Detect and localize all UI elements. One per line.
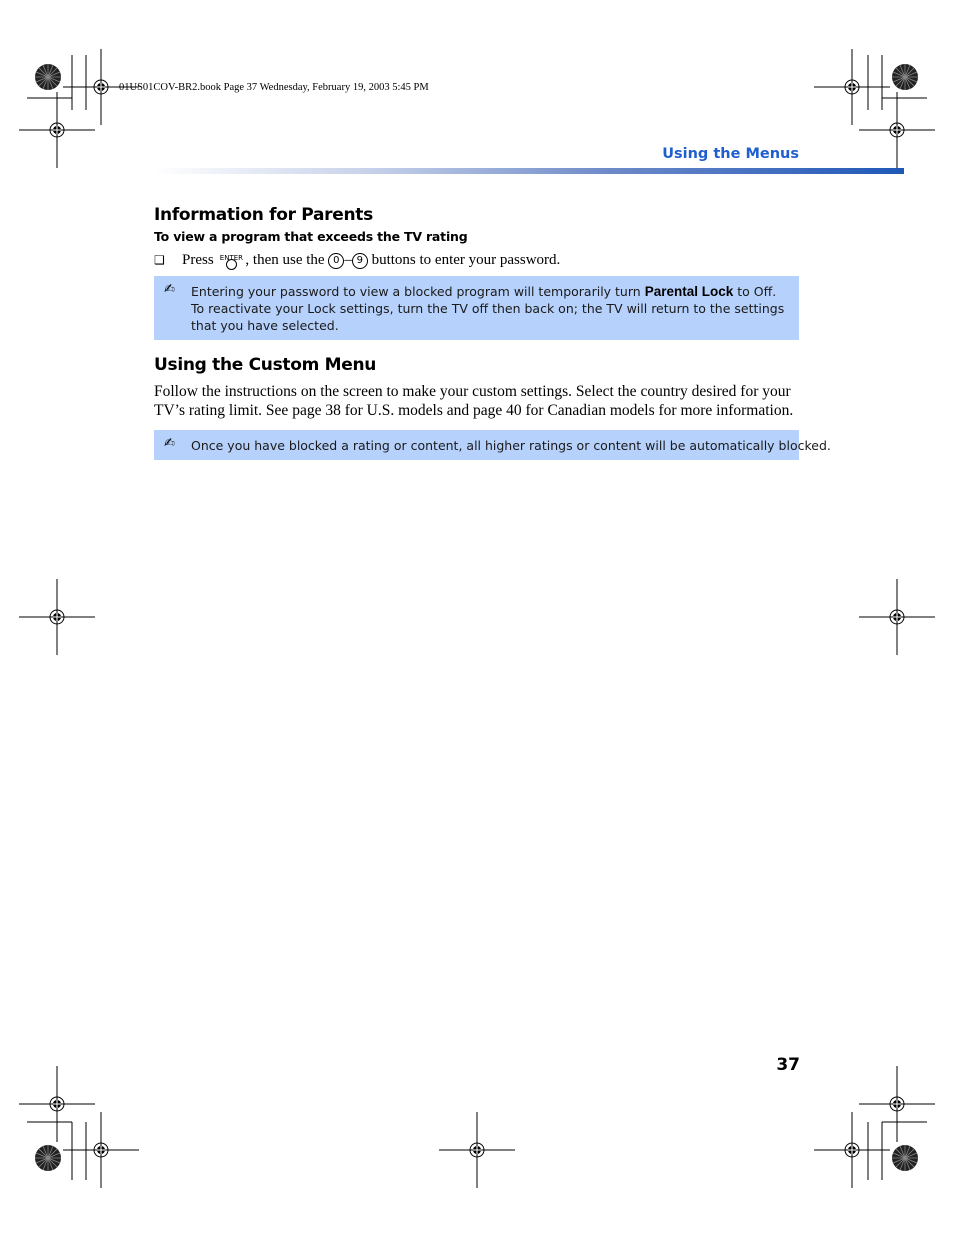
zero-button-icon: 0 [328, 253, 344, 269]
checkbox-bullet-icon: ❑ [154, 253, 165, 267]
enter-button-icon [218, 250, 244, 270]
step-then-text: , then use the [245, 252, 325, 268]
note-pen-icon: ✍ [164, 282, 175, 297]
note-text-before: Entering your password to view a blocked program will temporarily turn [191, 284, 641, 299]
note-blocked-ratings-text: Once you have blocked a rating or content, all higher ratings or content will be automatically blocked. [191, 438, 831, 453]
page-number: 37 [776, 1055, 800, 1075]
note-parental-lock-text [191, 283, 793, 334]
heading-information-for-parents: Information for Parents [154, 205, 373, 225]
note-pen-icon: ✍ [164, 436, 175, 451]
step-enter-password [154, 250, 799, 270]
header-rule [154, 168, 904, 174]
subheading-view-program: To view a program that exceeds the TV rating [154, 229, 468, 244]
note-bold-parental-lock: Parental Lock [644, 284, 734, 299]
nine-button-icon: 9 [352, 253, 368, 269]
heading-using-custom-menu: Using the Custom Menu [154, 355, 377, 375]
custom-menu-paragraph: Follow the instructions on the screen to make your custom settings. Select the country desired for your TV’s rating limit. See page 38 for U.S. models and page 40 for Canadian models for more information. [154, 383, 794, 419]
section-title: Using the Menus [662, 146, 799, 162]
step-press-text: Press [182, 252, 214, 268]
step-end-text: buttons to enter your password. [371, 252, 561, 268]
note-parental-lock [154, 276, 799, 340]
note-blocked-ratings [154, 430, 831, 460]
note-text-after: to Off. To reactivate your Lock settings, turn the TV off then back on; the TV will return to the settings that you have selected. [191, 284, 785, 333]
enter-button-label: ENTER [219, 254, 244, 262]
step-dash: – [344, 252, 352, 268]
print-info: 01US01COV-BR2.book Page 37 Wednesday, February 19, 2003 5:45 PM [119, 82, 429, 93]
